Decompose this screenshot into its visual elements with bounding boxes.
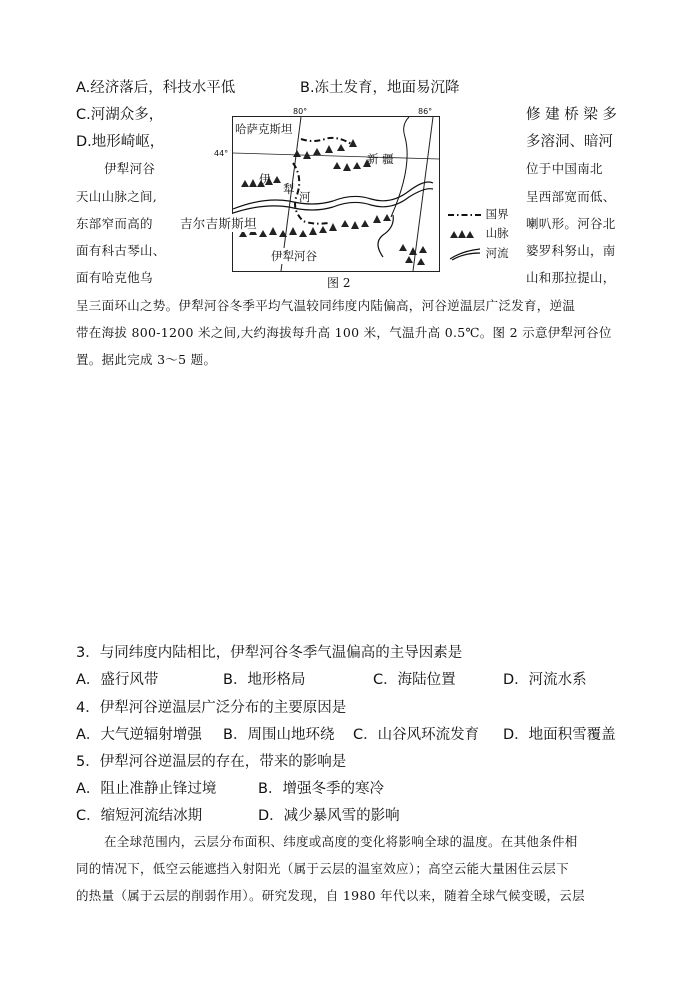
q4-option-c[interactable]: C．山谷风环流发育 [353, 727, 480, 743]
latitude-44-label: 44° [214, 149, 229, 158]
q3-option-c[interactable]: C．海陆位置 [373, 672, 456, 688]
label-yi: 伊 [259, 172, 271, 186]
q5-option-b[interactable]: B．增强冬季的寒冷 [258, 781, 384, 797]
label-kyrgyzstan: 吉尔吉斯斯坦 [180, 216, 257, 231]
passage-line-3-left: 东部窄而高的 [76, 216, 153, 231]
label-kazakhstan: 哈萨克斯坦 [235, 122, 293, 136]
passage2-line-2: 同的情况下，低空云能遮挡入射阳光（属于云层的温室效应）；高空云能大量困住云层下 [76, 861, 569, 876]
q3-option-b[interactable]: B．地形格局 [223, 672, 306, 688]
label-xinjiang: 新 疆 [367, 152, 394, 166]
legend-river-label: 河流 [485, 246, 509, 260]
river-icon [448, 247, 482, 261]
q4-stem: 4．伊犁河谷逆温层广泛分布的主要原因是 [76, 700, 347, 716]
passage2-line-1: 在全球范围内，云层分布面积、纬度或高度的变化将影响全球的温度。在其他条件相 [104, 834, 578, 849]
passage-line-3-right: 喇叭形。河谷北 [526, 216, 616, 231]
legend-mountain-label: 山脉 [485, 226, 509, 240]
q4-option-d[interactable]: D．地面积雪覆盖 [503, 727, 616, 743]
passage-line-1-left: 伊犁河谷 [104, 161, 156, 176]
label-he: 河 [299, 190, 311, 204]
passage-line-4-right: 婆罗科努山，南 [526, 243, 616, 258]
legend-mountain [448, 225, 509, 241]
option-c-prev-cont: 修 建 桥 梁 多 [526, 107, 617, 123]
q4-option-b[interactable]: B．周围山地环绕 [223, 727, 335, 743]
q5-option-d[interactable]: D．减少暴风雪的影响 [258, 808, 400, 824]
option-b-prev: B.冻土发育，地面易沉降 [300, 80, 460, 96]
passage-line-5-right: 山和那拉提山， [526, 270, 616, 285]
q5-stem: 5．伊犁河谷逆温层的存在，带来的影响是 [76, 754, 347, 770]
figure-map [232, 116, 440, 272]
passage-line-6: 呈三面环山之势。伊犁河谷冬季平均气温较同纬度内陆偏高，河谷逆温层广泛发育，逆温 [76, 298, 576, 313]
passage-line-2-right: 呈西部宽而低、 [526, 189, 616, 204]
map-drawing [233, 117, 439, 271]
option-c-prev: C.河湖众多， [76, 107, 164, 123]
passage-line-2-left: 天山山脉之间, [76, 189, 158, 204]
longitude-86-label: 86° [418, 107, 433, 116]
passage2-line-3: 的热量（属于云层的削弱作用）。研究发现，自 1980 年代以来，随着全球气候变暖，云层 [76, 888, 585, 903]
q5-option-c[interactable]: C．缩短河流结冰期 [76, 808, 203, 824]
q3-option-d[interactable]: D．河流水系 [503, 672, 587, 688]
legend-border-label: 国界 [485, 207, 509, 221]
passage-line-8: 置。据此完成 3～5 题。 [76, 352, 217, 367]
longitude-80-label: 80° [293, 107, 308, 116]
passage-line-1-right: 位于中国南北 [526, 161, 603, 176]
legend-river [448, 245, 509, 261]
label-li: 犁 [283, 182, 295, 196]
figure-caption: 图 2 [327, 276, 351, 290]
passage-line-4-left: 面有科古琴山、 [76, 243, 166, 258]
passage-line-7: 带在海拔 800-1200 米之间,大约海拔每升高 100 米，气温升高 0.5℃。图 2 示意伊犁河谷位 [76, 325, 612, 340]
option-d-prev-cont: 多溶洞、暗河 [526, 134, 613, 150]
q3-option-a[interactable]: A．盛行风带 [76, 672, 159, 688]
q4-option-a[interactable]: A．大气逆辐射增强 [76, 727, 202, 743]
legend-border [448, 206, 509, 222]
q5-option-a[interactable]: A．阻止准静止锋过境 [76, 781, 217, 797]
option-d-prev: D.地形崎岖， [76, 134, 165, 150]
border-line-icon [448, 211, 482, 219]
option-a-prev: A.经济落后，科技水平低 [76, 80, 236, 96]
mountain-icon [448, 229, 482, 239]
q3-stem: 3．与同纬度内陆相比，伊犁河谷冬季气温偏高的主导因素是 [76, 645, 463, 661]
passage-line-5-left: 面有哈克他乌 [76, 270, 153, 285]
label-yili-valley: 伊犁河谷 [271, 249, 317, 263]
